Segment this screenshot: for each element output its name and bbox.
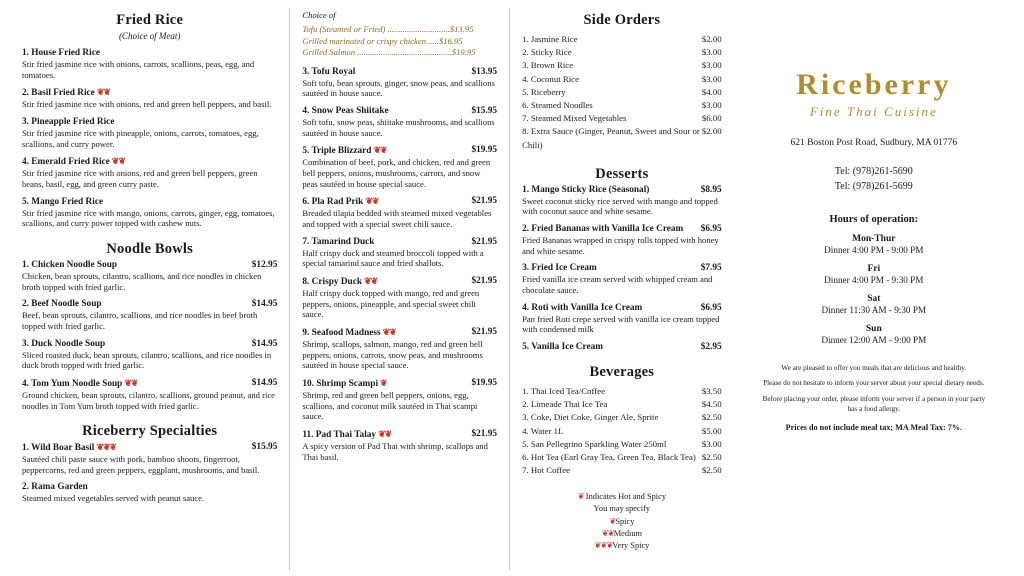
brand-block [746,68,1002,120]
menu-item-price: $21.95 [471,326,498,337]
menu-item [522,303,722,335]
menu-item [302,145,497,189]
price-row-label: 3. Coke, Diet Coke, Ginger Ale, Sprite [522,412,659,423]
price-row-price: $3.00 [701,99,722,110]
menu-item-price: $21.95 [471,236,498,247]
menu-item-price: $7.95 [700,263,722,274]
menu-item-name: 3. Pineapple Fried Rice [22,116,115,127]
menu-item-name: 5. Triple Blizzard ❦❦ $19.95 [302,145,498,157]
chili-icon: ❦❦ [373,145,387,156]
price-row-label: 7. Steamed Mixed Vegetables [522,113,627,124]
price-row-price: $6.00 [701,113,722,124]
menu-item-description: Combination of beef, pork, and chicken, red and green bell peppers, onions, mushrooms, carrots, and snow peas sautéed in house special sauce. [302,157,491,189]
price-row-label: 4. Water 1L [522,425,564,436]
price-row [522,385,722,398]
menu-item [302,106,497,138]
hours-time: Dinner 12:00 AM - 9:00 PM [821,335,927,345]
legend-level [522,516,722,528]
legend-level [522,540,722,552]
price-row [522,59,722,72]
notice-line-2: Please do not hesitate to inform your server about your special dietary needs. [763,379,985,388]
menu-item [522,224,722,256]
price-row [522,33,722,46]
menu-item-name: 4. Emerald Fried Rice ❦❦ [22,156,125,168]
menu-item-name: 3. Fried Ice Cream $7.95 [522,263,722,274]
menu-item-price: $13.95 [471,66,498,77]
chili-icon: ❦❦ [601,528,614,538]
chili-icon: ❦❦ [111,156,125,167]
price-row [522,46,722,59]
price-row-label: 2. Sticky Rice [522,47,572,58]
choice-of-line: Tofu (Steamed or Fried) .............................$13.95 [302,24,474,34]
menu-item-description: Stir fried jasmine rice with pineapple, onions, carrots, tomatoes, egg, scallions, and curry power. [22,127,259,149]
chili-icon: ❦❦ [378,428,392,439]
price-row-label: 1. Thai Iced Tea/Coffee [522,385,605,396]
legend-subtitle: You may specify [593,504,651,514]
price-row-label: 3. Brown Rice [522,60,574,71]
legend-title-row [522,491,722,503]
legend-level-label: Very Spicy [612,541,650,550]
menu-item-description: Half crispy duck topped with mango, red and green peppers, onions, pineapple, and special sweet chili sauce. [302,288,480,320]
menu-item-name: 4. Roti with Vanilla Ice Cream $6.95 [522,302,722,313]
legend-level [522,528,722,540]
menu-item-name: 7. Tamarind Duck $21.95 [302,236,498,247]
hours-time: Dinner 4:00 PM - 9:30 PM [824,275,924,285]
dietary-notice [746,363,1002,415]
price-row-price: $2.00 [701,34,722,44]
price-row-label: 2. Limeade Thai Ice Tea [522,399,608,410]
section-title-desserts: Desserts [595,165,649,182]
menu-item-description: Stir fried jasmine rice with onions, red and green bell peppers, and basil. [22,99,272,110]
price-row [522,86,722,99]
menu-item-name: 11. Pad Thai Talay ❦❦ $21.95 [302,428,498,440]
section-title-specialties: Riceberry Specialties [82,423,218,440]
section-title-noodle-bowls: Noodle Bowls [106,240,193,257]
chili-icon: ❦❦❦ [594,541,613,550]
hours-list [746,234,1002,345]
section-title-beverages: Beverages [589,363,655,380]
menu-item [302,429,497,462]
column-sides-desserts-beverages [510,8,734,570]
menu-item-name: 10. Shrimp Scampi ❦ $19.95 [302,377,498,389]
hours-day: Sun [865,324,882,334]
menu-item-name: 8. Crispy Duck ❦❦ $21.95 [302,276,498,287]
menu-item-price: $14.95 [251,338,278,349]
menu-item-description: Beef, bean sprouts, cilantro, scallions, and rice noodles in beef broth topped with fried garlic. [22,310,258,331]
price-row-price: $3.00 [701,60,722,71]
menu-item-price: $6.95 [700,224,722,234]
legend-title: Indicates Hot and Spicy [585,492,667,502]
price-row-price: $2.50 [701,412,722,423]
chili-icon: ❦❦ [382,326,396,337]
menu-item-name: 2. Fried Bananas with Vanilla Ice Cream $6.95 [522,224,722,234]
menu-item [302,196,497,229]
menu-item-price: $15.95 [251,442,278,453]
menu-item-name: 1. House Fried Rice [22,48,100,58]
menu-item-description: Fried vanilla ice cream served with whipped cream and chocolate sauce. [522,274,713,295]
menu-item [22,48,277,80]
menu-item-price: $15.95 [471,106,498,117]
price-row-label: 5. San Pellegrino Sparkling Water 250ml [522,438,667,449]
menu-item-name: 2. Basil Fried Rice ❦❦ [22,87,110,99]
menu-item-price: $12.95 [251,259,278,270]
column-brand-info [734,8,1014,570]
legend-level-label: Spicy [615,516,635,526]
price-row [522,398,722,411]
phone-numbers [746,164,1002,194]
menu-item-name: 1. Mango Sticky Rice (Seasonal) $8.95 [522,184,722,195]
chili-icon: ❦ [609,516,616,526]
legend-levels [522,516,722,553]
brand-name: Riceberry [796,68,952,101]
noodle-bowls-list [22,260,277,411]
hours-title: Hours of operation: [829,214,919,225]
section-title-side-orders: Side Orders [583,12,661,28]
menu-item [22,156,277,189]
menu-item [22,299,277,331]
notice-line-3: Before placing your order, please inform your server if a person in your party has a food allergy. [762,394,986,414]
price-row-label: 4. Coconut Rice [522,73,579,84]
chili-icon: ❦❦ [96,87,110,98]
menu-item [302,378,497,422]
menu-item [22,442,277,475]
chili-icon: ❦❦ [365,196,379,207]
price-row [522,73,722,86]
menu-item-price: $2.95 [700,341,722,352]
price-row-label: 7. Hot Coffee [522,465,571,476]
menu-item [302,276,497,320]
menu-item [22,87,277,110]
menu-item-name: 2. Beef Noodle Soup $14.95 [22,299,278,310]
menu-item-name: 4. Snow Peas Shiitake $15.95 [302,106,498,117]
price-row-price: $2.50 [701,465,722,476]
chili-icon: ❦❦ [364,276,378,286]
menu-item-name: 5. Vanilla Ice Cream $2.95 [522,341,722,352]
menu-item [522,263,722,295]
price-row [522,411,722,424]
menu-item-price: $19.95 [471,377,498,388]
choice-of-line: Grilled marinated or crispy chicken .....$16.95 [302,35,463,46]
column-entrees [289,8,510,570]
price-row-price: $2.50 [701,451,722,462]
menu-item-price: $19.95 [471,145,498,156]
menu-item-description: Soft tofu, snow peas, shiitake mushrooms, and scallions sautéed in house sauce. [302,117,495,138]
price-row [522,451,722,464]
menu-item-description: Stir fried jasmine rice with onions, red and green bell peppers, green beans, basil, egg, and green curry paste. [22,168,258,189]
hours-time: Dinner 4:00 PM - 9:00 PM [824,245,924,255]
menu-item [302,237,497,269]
column-fried-rice [10,8,289,570]
menu-item [22,260,277,292]
beverages-list [522,385,722,477]
menu-item-name: 6. Pla Rad Prik ❦❦ $21.95 [302,196,498,208]
menu-item-name: 2. Rama Garden [22,482,88,493]
menu-item [302,327,497,371]
price-row [522,464,722,477]
menu-item-price: $6.95 [700,302,722,313]
price-row-price: $3.00 [701,47,722,58]
spice-legend [522,491,722,552]
menu-item-name: 3. Duck Noodle Soup $14.95 [22,338,278,349]
menu-item-description: Pan fried Roti crepe served with vanilla ice cream topped with condensed milk [522,313,720,335]
specialties-list [22,442,277,504]
fried-rice-subtitle: (Choice of Meat) [118,31,181,41]
notice-line-1: We are pleased to offer you meals that are delicious and healthy. [781,364,967,372]
tax-note: Prices do not include meal tax; MA Meal Tax: 7%. [785,422,963,432]
price-row-price: $5.00 [701,425,722,436]
price-row [522,99,722,112]
chili-icon: ❦❦❦ [96,442,116,453]
menu-item-description: Breaded tilapia bedded with steamed mixed vegetables and topped with a special sweet chili sauce. [302,208,492,230]
menu-item-description: Fried Bananas wrapped in crispy rolls topped with honey and white sesame. [522,235,719,256]
section-title-fried-rice: Fried Rice [116,12,184,28]
legend-level-label: Medium [613,528,643,538]
hours-day: Mon-Thur [852,234,896,244]
menu-item [302,67,497,99]
chili-icon: ❦❦ [124,377,138,388]
menu-item-description: Ground chicken, bean sprouts, cilantro, scallions, ground peanut, and rice noodles in Tom Yum broth topped with fried garlic. [22,389,275,411]
choice-of-line: Grilled Salmon ............................................$19.95 [302,47,476,58]
price-row-price: $2.00 [701,126,722,137]
fried-rice-list [22,48,277,229]
menu-item-description: Chicken, bean sprouts, cilantro, scallions, and rice noodles in chicken broth topped with fried garlic. [22,270,262,292]
price-row-label: 8. Extra Sauce (Ginger, Peanut, Sweet and Sour or Chili) [522,126,700,150]
price-row-price: $3.50 [701,385,722,396]
phone-secondary[interactable]: Tel: (978)261-5699 [834,181,913,192]
price-row [522,438,722,451]
menu-item-description: Steamed mixed vegetables served with peanut sauce. [22,493,205,504]
choice-of-lines [302,24,497,59]
menu-item-name: 3. Tofu Royal $13.95 [302,66,498,77]
side-orders-list [522,33,722,152]
phone-primary[interactable]: Tel: (978)261-5690 [834,166,913,177]
menu-item-name: 1. Wild Boar Basil ❦❦❦ $15.95 [22,442,278,454]
menu-item-price: $21.95 [471,276,498,286]
price-row [522,425,722,438]
menu-item [22,197,277,229]
price-row-price: $4.50 [701,399,722,410]
menu-item-name: 9. Seafood Madness ❦❦ $21.95 [302,326,498,338]
hours-day: Fri [867,264,881,274]
choice-of-label: Choice of [302,10,336,20]
menu-item [22,378,277,411]
hours-day: Sat [867,294,881,304]
price-row-label: 1. Jasmine Rice [522,34,578,44]
menu-item-price: $14.95 [251,377,278,388]
brand-tagline: Fine Thai Cuisine [809,104,938,119]
menu-item-description: Sliced roasted duck, bean sprouts, cilantro, scallions, and rice noodles in duck broth topped with fried garlic. [22,349,272,371]
price-row [522,112,722,125]
menu-item-price: $21.95 [471,428,498,439]
price-row-label: 5. Riceberry [522,86,566,97]
menu-item-description: Stir fried jasmine rice with mango, onions, carrots, ginger, egg, tomatoes, scallions, and curry power topped with cashew nuts. [22,207,275,229]
menu-item [22,117,277,149]
price-row-price: $3.00 [701,73,722,84]
hours-time: Dinner 11:30 AM - 9:30 PM [821,305,927,315]
price-row-price: $4.00 [701,86,722,97]
price-row-label: 6. Steamed Noodles [522,99,593,110]
menu-item [522,185,722,217]
menu-item-description: Shrimp, red and green bell peppers, onions, egg, scallions, and coconut milk sautéed in Thai scampi sauce. [302,389,478,422]
menu-item-description: Soft tofu, bean sprouts, ginger, snow peas, and scallions sautéed in house sauce. [302,77,495,99]
price-row-label: 6. Hot Tea (Earl Gray Tea, Green Tea, Black Tea) [522,451,696,462]
chili-icon: ❦ [577,492,584,502]
menu-item-name: 5. Mango Fried Rice [22,196,104,207]
menu-item-price: $14.95 [251,299,278,310]
menu-item-description: Sautéed chili paste sauce with pork, bamboo shoots, fingerroot, peppercorns, red and green peppers, eggplant, mushrooms, and basil. [22,454,260,475]
menu-item-name: 1. Chicken Noodle Soup $12.95 [22,259,278,270]
price-row [522,125,722,151]
menu-item-description: Stir fried jasmine rice with onions, carrots, scallions, peas, egg, and tomatoes. [22,59,255,80]
menu-item-description: Sweet coconut sticky rice served with mango and topped with coconut sauce and white sesame. [522,195,718,217]
menu-item-price: $8.95 [700,184,722,195]
menu-item-description: Half crispy duck and steamed broccoli topped with a special tamarind sauce and fried shallots. [302,247,484,269]
chili-icon: ❦ [380,377,387,388]
desserts-list [522,185,722,352]
menu-item [22,339,277,371]
menu-item-price: $21.95 [471,196,498,207]
menu-item [522,342,722,352]
entrees-list [302,67,497,462]
menu-item [22,482,277,504]
menu-item-name: 4. Tom Yum Noodle Soup ❦❦ $14.95 [22,377,278,389]
restaurant-address: 621 Boston Post Road, Sudbury, MA 01776 [790,138,958,148]
menu-item-description: A spicy version of Pad Thai with shrimp, scallops and Thai basil. [302,440,488,462]
menu-item-description: Shrimp, scallops, salmon, mango, red and green bell peppers, onions, carrots, snow peas, and mushrooms sautéed in house special sauce. [302,338,483,371]
price-row-price: $3.00 [701,438,722,449]
